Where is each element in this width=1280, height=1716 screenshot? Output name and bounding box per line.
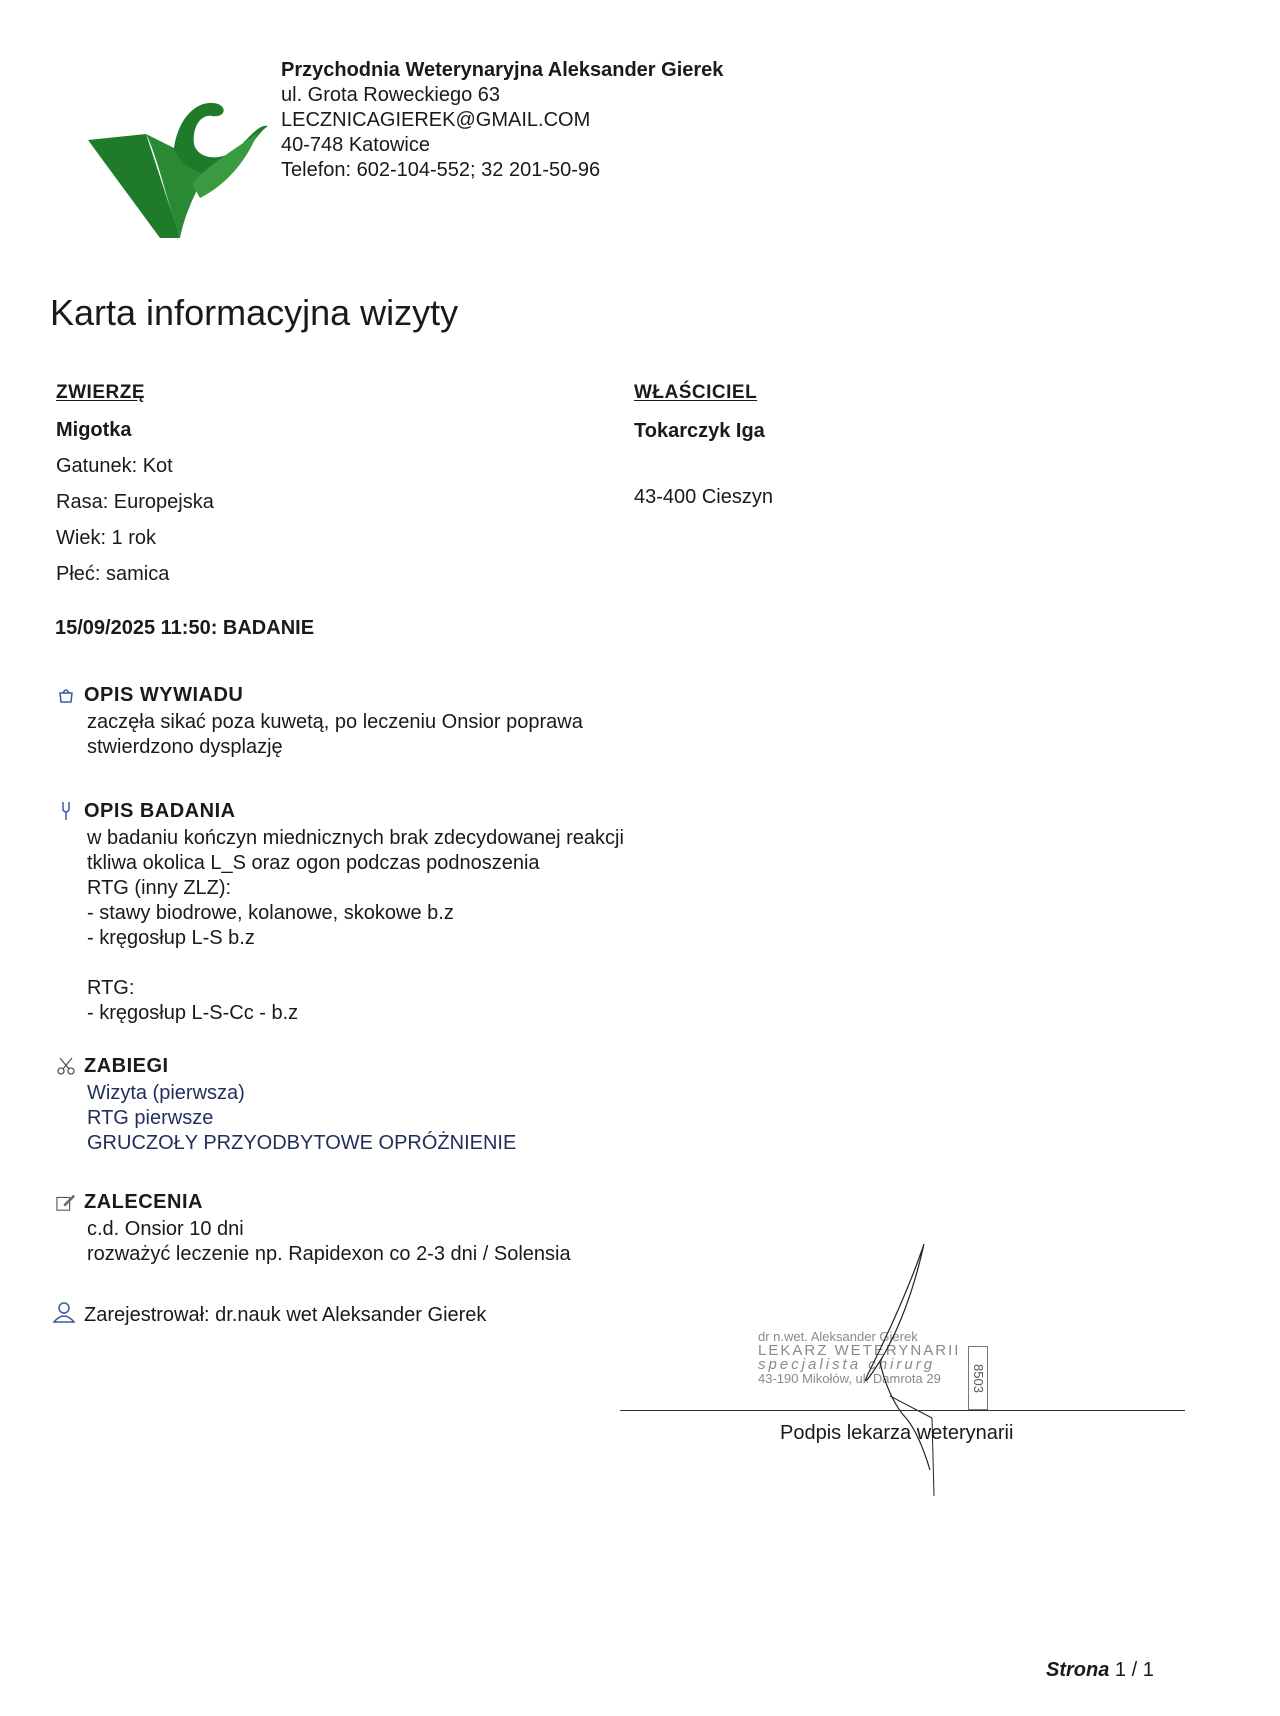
zalecenia-line: rozważyć leczenie np. Rapidexon co 2-3 dni / Solensia <box>87 1243 571 1265</box>
badanie-line: - kręgosłup L-S-Cc - b.z <box>87 1002 299 1024</box>
stethoscope-icon <box>56 800 76 822</box>
pot-icon <box>56 684 76 706</box>
section-zabiegi-label: ZABIEGI <box>84 1054 169 1077</box>
clinic-city: 40-748 Katowice <box>281 134 430 156</box>
vet-stamp: dr n.wet. Aleksander Gierek LEKARZ WETERYNARII specjalista chirurg 43-190 Mikołów, ul. Damrota 29 <box>758 1329 961 1386</box>
zabiegi-line: GRUCZOŁY PRZYODBYTOWE OPRÓŻNIENIE <box>87 1132 517 1154</box>
badanie-line: tkliwa okolica L_S oraz ogon podczas podnoszenia <box>87 852 540 874</box>
animal-name: Migotka <box>56 419 132 441</box>
clinic-name: Przychodnia Weterynaryjna Aleksander Gierek <box>281 59 724 81</box>
document-title: Karta informacyjna wizyty <box>50 292 459 333</box>
badanie-line <box>87 951 624 976</box>
owner-section <box>634 382 773 509</box>
signature-line <box>620 1410 1185 1411</box>
animal-species: Gatunek: Kot <box>56 455 173 477</box>
signature-caption: Podpis lekarza weterynarii <box>780 1422 1014 1444</box>
page-number <box>1046 1659 1154 1682</box>
animal-breed: Rasa: Europejska <box>56 491 214 513</box>
wywiad-line: zaczęła sikać poza kuwetą, po leczeniu Onsior poprawa <box>87 711 583 733</box>
animal-age: Wiek: 1 rok <box>56 527 157 549</box>
badanie-line: - kręgosłup L-S b.z <box>87 927 255 949</box>
user-icon <box>52 1301 76 1329</box>
registrar-text: Zarejestrował: dr.nauk wet Aleksander Gierek <box>84 1303 487 1326</box>
section-badanie <box>56 796 624 1026</box>
zabiegi-line: RTG pierwsze <box>87 1107 214 1129</box>
section-badanie-label: OPIS BADANIA <box>84 799 236 822</box>
handwritten-signature <box>820 1240 960 1500</box>
section-wywiad-label: OPIS WYWIADU <box>84 683 244 706</box>
wywiad-line: stwierdzono dysplazję <box>87 736 283 758</box>
badanie-line: - stawy biodrowe, kolanowe, skokowe b.z <box>87 902 454 924</box>
badanie-line: RTG (inny ZLZ): <box>87 877 232 899</box>
animal-label: ZWIERZĘ <box>56 382 145 403</box>
page-label: Strona <box>1046 1659 1110 1681</box>
owner-label: WŁAŚCICIEL <box>634 382 758 403</box>
badanie-line: w badaniu kończyn miednicznych brak zdecydowanej reakcji <box>87 827 624 849</box>
stamp-number: 8503 <box>968 1346 988 1410</box>
section-zalecenia <box>56 1187 571 1267</box>
section-wywiad <box>56 680 583 760</box>
clinic-street: ul. Grota Roweckiego 63 <box>281 84 501 106</box>
registrar <box>52 1301 486 1329</box>
owner-name: Tokarczyk Iga <box>634 420 765 442</box>
zalecenia-line: c.d. Onsior 10 dni <box>87 1218 244 1240</box>
section-zabiegi <box>56 1051 516 1156</box>
pencil-icon <box>56 1191 76 1213</box>
badanie-line: RTG: <box>87 977 135 999</box>
visit-datetime: 15/09/2025 11:50: BADANIE <box>55 617 315 639</box>
clinic-header <box>281 58 723 183</box>
page-count: 1 / 1 <box>1114 1659 1154 1681</box>
section-zalecenia-label: ZALECENIA <box>84 1190 203 1213</box>
clinic-phone: Telefon: 602-104-552; 32 201-50-96 <box>281 159 601 181</box>
animal-sex: Płeć: samica <box>56 563 170 585</box>
owner-address: 43-400 Cieszyn <box>634 486 773 508</box>
scissors-icon <box>56 1055 76 1077</box>
clinic-email: LECZNICAGIEREK@GMAIL.COM <box>281 109 591 131</box>
zabiegi-line: Wizyta (pierwsza) <box>87 1082 245 1104</box>
vet-logo-icon <box>88 88 270 248</box>
animal-section <box>56 382 214 592</box>
